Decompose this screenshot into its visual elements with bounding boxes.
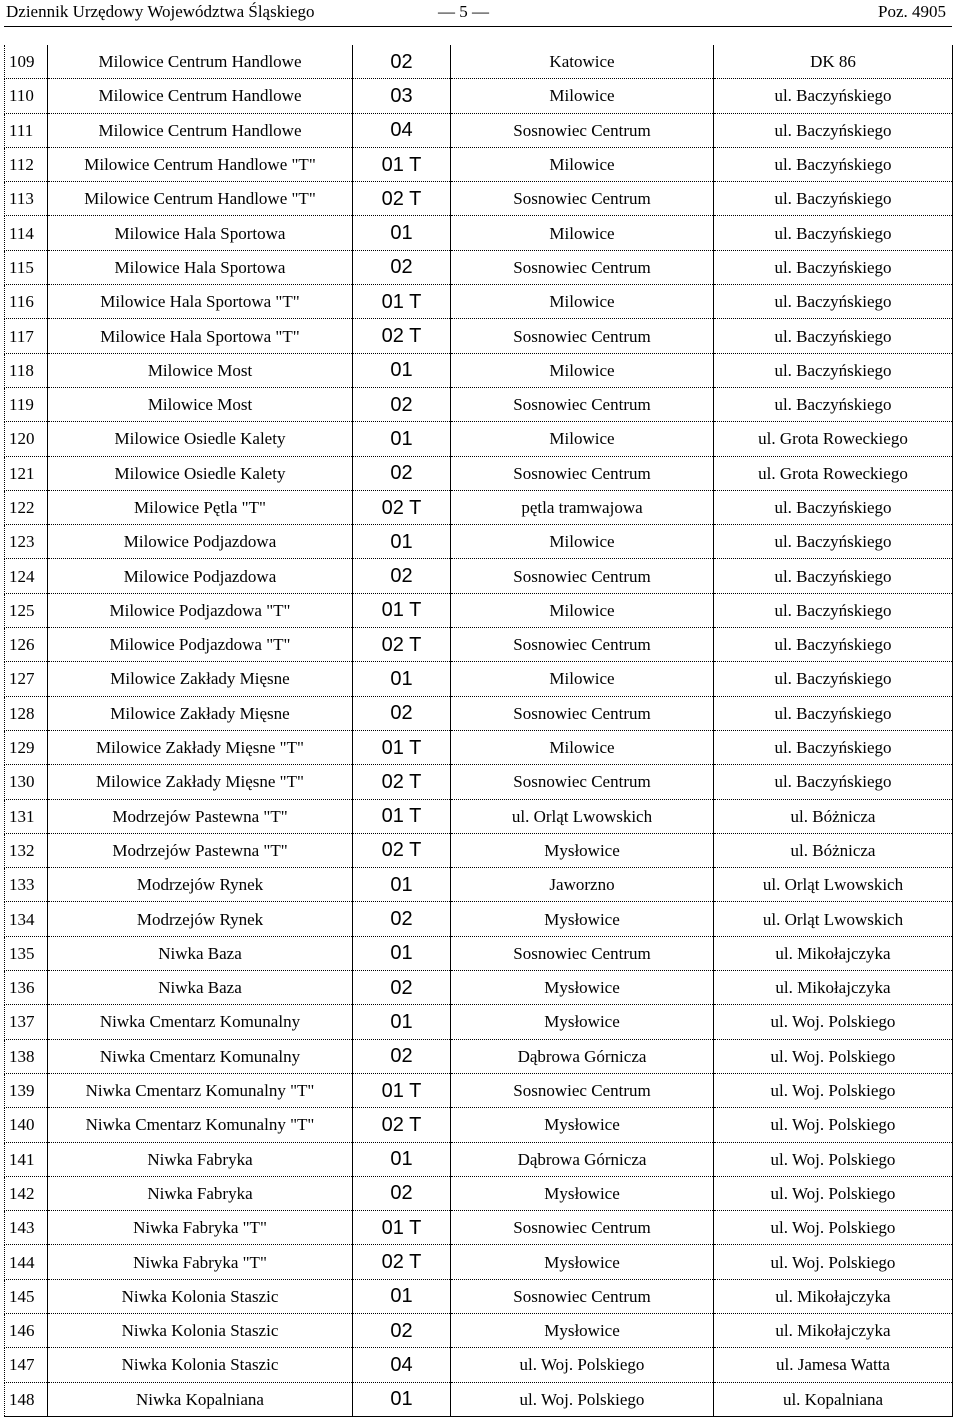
table-row <box>5 1279 953 1313</box>
cell-stop-name: Niwka Baza <box>48 936 353 970</box>
cell-stop-name: Milowice Hala Sportowa "T" <box>48 285 353 319</box>
cell-direction: Sosnowiec Centrum <box>451 1279 714 1313</box>
cell-stop-name: Niwka Cmentarz Komunalny <box>48 1005 353 1039</box>
cell-post-number: 01 <box>353 216 451 250</box>
cell-post-number: 01 T <box>353 285 451 319</box>
cell-street: ul. Woj. Polskiego <box>714 1108 953 1142</box>
cell-number: 114 <box>5 216 48 250</box>
cell-post-number: 01 <box>353 1005 451 1039</box>
cell-direction: Milowice <box>451 353 714 387</box>
table-row <box>5 902 953 936</box>
cell-direction: Sosnowiec Centrum <box>451 765 714 799</box>
cell-street: ul. Orląt Lwowskich <box>714 902 953 936</box>
cell-stop-name: Milowice Hala Sportowa <box>48 250 353 284</box>
cell-number: 138 <box>5 1039 48 1073</box>
cell-street: ul. Baczyńskiego <box>714 696 953 730</box>
cell-direction: Milowice <box>451 662 714 696</box>
cell-stop-name: Niwka Cmentarz Komunalny "T" <box>48 1073 353 1107</box>
cell-street: ul. Baczyńskiego <box>714 525 953 559</box>
cell-direction: Milowice <box>451 285 714 319</box>
cell-direction: pętla tramwajowa <box>451 490 714 524</box>
cell-number: 135 <box>5 936 48 970</box>
cell-direction: Sosnowiec Centrum <box>451 696 714 730</box>
cell-post-number: 03 <box>353 79 451 113</box>
cell-number: 117 <box>5 319 48 353</box>
table-row <box>5 868 953 902</box>
cell-street: ul. Baczyńskiego <box>714 387 953 421</box>
cell-post-number: 02 <box>353 250 451 284</box>
cell-number: 115 <box>5 250 48 284</box>
cell-stop-name: Milowice Podjazdowa "T" <box>48 593 353 627</box>
cell-street: ul. Baczyńskiego <box>714 113 953 147</box>
cell-stop-name: Niwka Cmentarz Komunalny "T" <box>48 1108 353 1142</box>
cell-post-number: 01 <box>353 525 451 559</box>
cell-stop-name: Niwka Baza <box>48 971 353 1005</box>
cell-street: ul. Baczyńskiego <box>714 216 953 250</box>
position-number: Poz. 4905 <box>878 2 946 21</box>
cell-stop-name: Niwka Fabryka <box>48 1176 353 1210</box>
cell-number: 113 <box>5 182 48 216</box>
cell-post-number: 01 T <box>353 1211 451 1245</box>
cell-street: ul. Woj. Polskiego <box>714 1245 953 1279</box>
cell-post-number: 02 T <box>353 833 451 867</box>
cell-stop-name: Niwka Kolonia Staszic <box>48 1279 353 1313</box>
table-row <box>5 113 953 147</box>
cell-street: ul. Jamesa Watta <box>714 1348 953 1382</box>
journal-title: Dziennik Urzędowy Województwa Śląskiego <box>6 2 315 21</box>
table-row <box>5 456 953 490</box>
cell-street: ul. Grota Roweckiego <box>714 456 953 490</box>
table-row <box>5 1245 953 1279</box>
cell-number: 116 <box>5 285 48 319</box>
cell-direction: Sosnowiec Centrum <box>451 250 714 284</box>
cell-number: 142 <box>5 1176 48 1210</box>
table-row <box>5 1176 953 1210</box>
cell-number: 148 <box>5 1382 48 1416</box>
cell-number: 137 <box>5 1005 48 1039</box>
cell-stop-name: Milowice Centrum Handlowe <box>48 45 353 79</box>
table-row <box>5 525 953 559</box>
cell-post-number: 02 T <box>353 1245 451 1279</box>
cell-number: 129 <box>5 730 48 764</box>
cell-post-number: 02 <box>353 387 451 421</box>
cell-stop-name: Milowice Zakłady Mięsne <box>48 696 353 730</box>
table-row <box>5 1313 953 1347</box>
cell-number: 128 <box>5 696 48 730</box>
cell-street: ul. Baczyńskiego <box>714 250 953 284</box>
cell-street: ul. Baczyńskiego <box>714 593 953 627</box>
table-row <box>5 319 953 353</box>
cell-direction: Mysłowice <box>451 1108 714 1142</box>
cell-direction: Mysłowice <box>451 1176 714 1210</box>
cell-post-number: 01 T <box>353 799 451 833</box>
cell-number: 140 <box>5 1108 48 1142</box>
cell-stop-name: Milowice Podjazdowa "T" <box>48 628 353 662</box>
cell-street: ul. Woj. Polskiego <box>714 1005 953 1039</box>
table-row <box>5 1073 953 1107</box>
cell-street: ul. Bóżnicza <box>714 833 953 867</box>
cell-post-number: 02 <box>353 559 451 593</box>
table-row <box>5 559 953 593</box>
cell-street: ul. Baczyńskiego <box>714 319 953 353</box>
cell-number: 112 <box>5 147 48 181</box>
cell-stop-name: Milowice Podjazdowa <box>48 525 353 559</box>
cell-street: ul. Woj. Polskiego <box>714 1073 953 1107</box>
cell-direction: ul. Orląt Lwowskich <box>451 799 714 833</box>
cell-number: 143 <box>5 1211 48 1245</box>
cell-street: DK 86 <box>714 45 953 79</box>
cell-post-number: 02 T <box>353 1108 451 1142</box>
cell-post-number: 01 <box>353 868 451 902</box>
cell-street: ul. Baczyńskiego <box>714 353 953 387</box>
cell-street: ul. Woj. Polskiego <box>714 1211 953 1245</box>
cell-post-number: 02 T <box>353 319 451 353</box>
table-row <box>5 696 953 730</box>
cell-number: 131 <box>5 799 48 833</box>
cell-stop-name: Modrzejów Pastewna "T" <box>48 833 353 867</box>
cell-stop-name: Milowice Centrum Handlowe <box>48 79 353 113</box>
cell-number: 111 <box>5 113 48 147</box>
cell-stop-name: Milowice Zakłady Mięsne "T" <box>48 765 353 799</box>
cell-post-number: 01 <box>353 936 451 970</box>
cell-stop-name: Niwka Kopalniana <box>48 1382 353 1416</box>
cell-stop-name: Modrzejów Rynek <box>48 868 353 902</box>
cell-street: ul. Mikołajczyka <box>714 1313 953 1347</box>
cell-stop-name: Milowice Zakłady Mięsne "T" <box>48 730 353 764</box>
cell-direction: Milowice <box>451 730 714 764</box>
cell-number: 122 <box>5 490 48 524</box>
table-row <box>5 593 953 627</box>
cell-post-number: 02 T <box>353 490 451 524</box>
table-row <box>5 45 953 79</box>
table-row <box>5 1039 953 1073</box>
table-row <box>5 765 953 799</box>
cell-stop-name: Milowice Pętla "T" <box>48 490 353 524</box>
cell-stop-name: Niwka Fabryka <box>48 1142 353 1176</box>
cell-post-number: 02 T <box>353 182 451 216</box>
cell-post-number: 02 <box>353 456 451 490</box>
cell-number: 139 <box>5 1073 48 1107</box>
cell-number: 110 <box>5 79 48 113</box>
cell-post-number: 02 <box>353 696 451 730</box>
table-body <box>5 45 953 1416</box>
cell-direction: Mysłowice <box>451 971 714 1005</box>
table-row <box>5 216 953 250</box>
cell-number: 136 <box>5 971 48 1005</box>
cell-street: ul. Bóżnicza <box>714 799 953 833</box>
cell-direction: Milowice <box>451 525 714 559</box>
cell-number: 121 <box>5 456 48 490</box>
cell-street: ul. Mikołajczyka <box>714 971 953 1005</box>
cell-number: 144 <box>5 1245 48 1279</box>
cell-number: 124 <box>5 559 48 593</box>
table-row <box>5 833 953 867</box>
cell-post-number: 02 T <box>353 765 451 799</box>
cell-direction: Mysłowice <box>451 902 714 936</box>
header-rule <box>4 26 952 27</box>
cell-stop-name: Milowice Centrum Handlowe "T" <box>48 147 353 181</box>
cell-direction: Milowice <box>451 79 714 113</box>
page-number: — 5 — <box>438 2 489 21</box>
table-row <box>5 799 953 833</box>
cell-post-number: 02 <box>353 1176 451 1210</box>
cell-number: 127 <box>5 662 48 696</box>
cell-stop-name: Modrzejów Pastewna "T" <box>48 799 353 833</box>
bus-stops-table <box>4 45 953 1417</box>
cell-direction: Sosnowiec Centrum <box>451 319 714 353</box>
cell-number: 126 <box>5 628 48 662</box>
cell-number: 120 <box>5 422 48 456</box>
cell-stop-name: Niwka Kolonia Staszic <box>48 1348 353 1382</box>
cell-street: ul. Mikołajczyka <box>714 936 953 970</box>
cell-number: 118 <box>5 353 48 387</box>
cell-stop-name: Milowice Most <box>48 353 353 387</box>
cell-post-number: 01 T <box>353 593 451 627</box>
cell-post-number: 04 <box>353 1348 451 1382</box>
cell-direction: Jaworzno <box>451 868 714 902</box>
cell-stop-name: Milowice Osiedle Kalety <box>48 456 353 490</box>
cell-post-number: 02 <box>353 45 451 79</box>
cell-number: 141 <box>5 1142 48 1176</box>
table-row <box>5 1142 953 1176</box>
cell-street: ul. Baczyńskiego <box>714 765 953 799</box>
cell-post-number: 01 T <box>353 1073 451 1107</box>
cell-street: ul. Orląt Lwowskich <box>714 868 953 902</box>
cell-post-number: 02 <box>353 1039 451 1073</box>
cell-direction: Sosnowiec Centrum <box>451 456 714 490</box>
table-row <box>5 387 953 421</box>
cell-direction: Dąbrowa Górnicza <box>451 1039 714 1073</box>
cell-street: ul. Baczyńskiego <box>714 730 953 764</box>
cell-stop-name: Modrzejów Rynek <box>48 902 353 936</box>
table-row <box>5 1382 953 1416</box>
cell-stop-name: Milowice Centrum Handlowe "T" <box>48 182 353 216</box>
cell-direction: Sosnowiec Centrum <box>451 182 714 216</box>
cell-direction: Sosnowiec Centrum <box>451 936 714 970</box>
cell-street: ul. Baczyńskiego <box>714 628 953 662</box>
cell-street: ul. Baczyńskiego <box>714 285 953 319</box>
cell-stop-name: Milowice Podjazdowa <box>48 559 353 593</box>
cell-stop-name: Milowice Hala Sportowa "T" <box>48 319 353 353</box>
cell-direction: Sosnowiec Centrum <box>451 387 714 421</box>
cell-direction: Mysłowice <box>451 1313 714 1347</box>
table-row <box>5 628 953 662</box>
cell-direction: Sosnowiec Centrum <box>451 628 714 662</box>
cell-stop-name: Milowice Most <box>48 387 353 421</box>
table-row <box>5 1005 953 1039</box>
cell-street: ul. Woj. Polskiego <box>714 1176 953 1210</box>
page-header <box>0 0 960 26</box>
table-row <box>5 182 953 216</box>
cell-stop-name: Milowice Osiedle Kalety <box>48 422 353 456</box>
cell-direction: ul. Woj. Polskiego <box>451 1348 714 1382</box>
table-row <box>5 353 953 387</box>
cell-stop-name: Milowice Centrum Handlowe <box>48 113 353 147</box>
cell-number: 146 <box>5 1313 48 1347</box>
table-row <box>5 662 953 696</box>
cell-post-number: 02 <box>353 902 451 936</box>
cell-post-number: 04 <box>353 113 451 147</box>
cell-street: ul. Baczyńskiego <box>714 147 953 181</box>
table-row <box>5 1211 953 1245</box>
cell-direction: Milowice <box>451 147 714 181</box>
cell-number: 133 <box>5 868 48 902</box>
cell-post-number: 01 T <box>353 147 451 181</box>
cell-direction: Sosnowiec Centrum <box>451 1073 714 1107</box>
cell-street: ul. Baczyńskiego <box>714 79 953 113</box>
cell-street: ul. Baczyńskiego <box>714 490 953 524</box>
cell-direction: Sosnowiec Centrum <box>451 1211 714 1245</box>
table-row <box>5 79 953 113</box>
cell-post-number: 02 T <box>353 628 451 662</box>
table-row <box>5 936 953 970</box>
cell-direction: Milowice <box>451 216 714 250</box>
table-row <box>5 971 953 1005</box>
cell-post-number: 01 <box>353 422 451 456</box>
cell-direction: Katowice <box>451 45 714 79</box>
cell-stop-name: Milowice Zakłady Mięsne <box>48 662 353 696</box>
cell-number: 123 <box>5 525 48 559</box>
cell-street: ul. Baczyńskiego <box>714 559 953 593</box>
cell-stop-name: Niwka Cmentarz Komunalny <box>48 1039 353 1073</box>
cell-number: 125 <box>5 593 48 627</box>
cell-post-number: 01 <box>353 353 451 387</box>
cell-number: 119 <box>5 387 48 421</box>
cell-post-number: 01 T <box>353 730 451 764</box>
cell-post-number: 02 <box>353 971 451 1005</box>
cell-street: ul. Baczyńskiego <box>714 182 953 216</box>
table-row <box>5 422 953 456</box>
table-row <box>5 147 953 181</box>
table-row <box>5 1348 953 1382</box>
cell-street: ul. Baczyńskiego <box>714 662 953 696</box>
cell-number: 130 <box>5 765 48 799</box>
cell-street: ul. Kopalniana <box>714 1382 953 1416</box>
cell-stop-name: Niwka Fabryka "T" <box>48 1245 353 1279</box>
cell-number: 147 <box>5 1348 48 1382</box>
cell-direction: ul. Woj. Polskiego <box>451 1382 714 1416</box>
cell-number: 145 <box>5 1279 48 1313</box>
cell-direction: Milowice <box>451 422 714 456</box>
table-row <box>5 250 953 284</box>
cell-direction: Mysłowice <box>451 833 714 867</box>
cell-post-number: 01 <box>353 1382 451 1416</box>
cell-direction: Sosnowiec Centrum <box>451 113 714 147</box>
cell-street: ul. Woj. Polskiego <box>714 1142 953 1176</box>
cell-number: 132 <box>5 833 48 867</box>
cell-street: ul. Woj. Polskiego <box>714 1039 953 1073</box>
cell-direction: Milowice <box>451 593 714 627</box>
cell-direction: Sosnowiec Centrum <box>451 559 714 593</box>
cell-post-number: 01 <box>353 1279 451 1313</box>
table-row <box>5 285 953 319</box>
table-row <box>5 1108 953 1142</box>
cell-street: ul. Grota Roweckiego <box>714 422 953 456</box>
cell-stop-name: Milowice Hala Sportowa <box>48 216 353 250</box>
table-row <box>5 490 953 524</box>
cell-street: ul. Mikołajczyka <box>714 1279 953 1313</box>
cell-number: 134 <box>5 902 48 936</box>
table-row <box>5 730 953 764</box>
cell-post-number: 01 <box>353 662 451 696</box>
cell-direction: Dąbrowa Górnicza <box>451 1142 714 1176</box>
cell-post-number: 01 <box>353 1142 451 1176</box>
cell-post-number: 02 <box>353 1313 451 1347</box>
cell-direction: Mysłowice <box>451 1245 714 1279</box>
cell-number: 109 <box>5 45 48 79</box>
cell-stop-name: Niwka Fabryka "T" <box>48 1211 353 1245</box>
cell-stop-name: Niwka Kolonia Staszic <box>48 1313 353 1347</box>
cell-direction: Mysłowice <box>451 1005 714 1039</box>
